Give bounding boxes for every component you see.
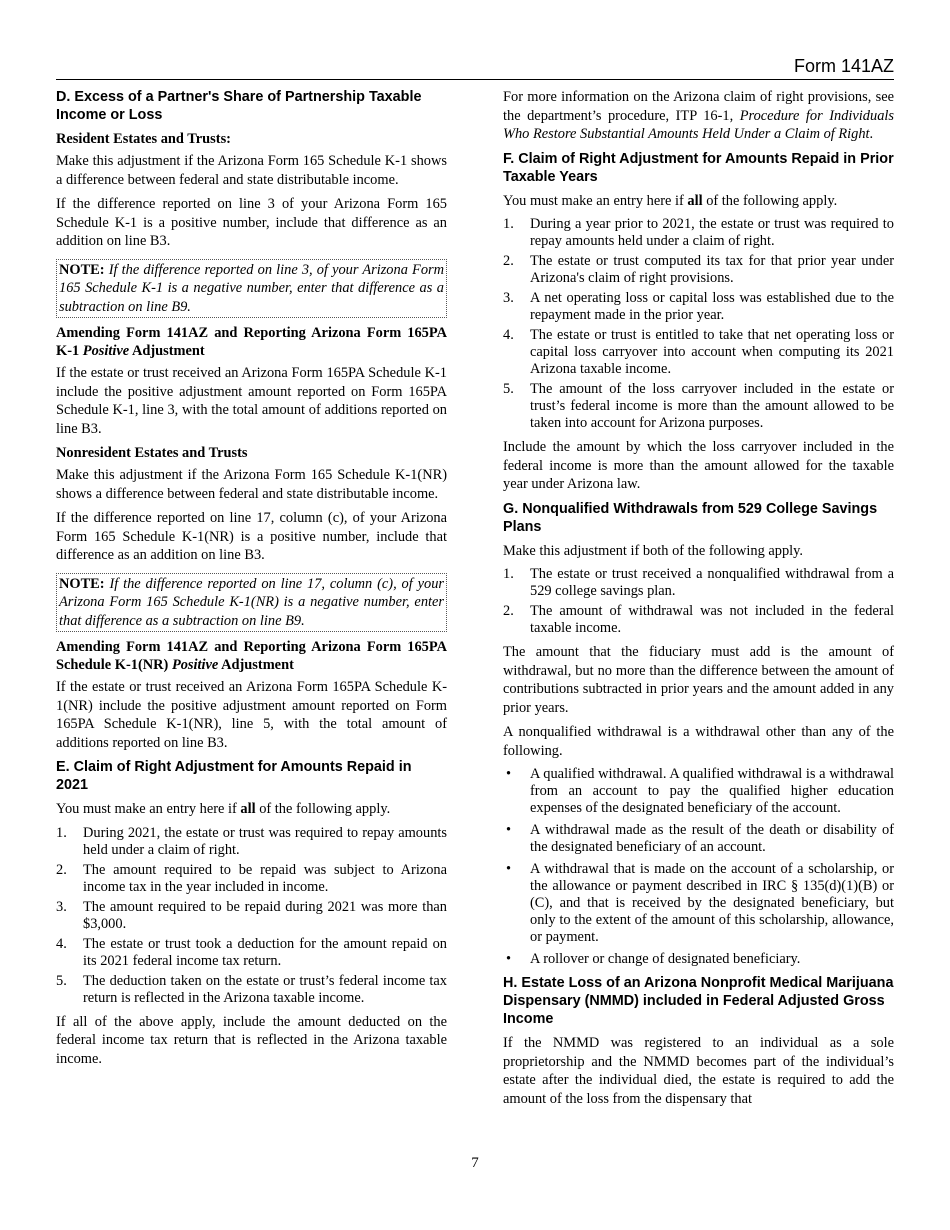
- section-e-heading: E. Claim of Right Adjustment for Amounts Repaid in 2021: [56, 759, 412, 793]
- section-e-intro: You must make an entry here if all of the following apply.: [56, 801, 391, 817]
- list-item: 1. During 2021, the estate or trust was required to repay amounts held under a claim of right.: [56, 824, 447, 858]
- section-g-intro: Make this adjustment if both of the following apply.: [503, 542, 804, 559]
- note-text: If the difference reported on line 17, column (c), of your Arizona Form 165 Schedule K-1(NR) is a negative number, enter that difference as a subtraction on line B9.: [59, 575, 444, 629]
- list-item: 2. The estate or trust computed its tax for that prior year under Arizona's claim of right provisions.: [503, 253, 894, 286]
- page-number: 7: [471, 1155, 479, 1171]
- section-h-paragraph: If the NMMD was registered to an individual as a sole proprietorship and the NMMD becomes part of the individual’s estate after the individual died, the estate is required to add the amount of the loss from the dispensary that: [503, 1035, 894, 1107]
- claim-of-right-info: For more information on the Arizona claim of right provisions, see the department’s procedure, ITP 16-1, Procedure for Individuals Who Restore Substantial Amounts Held Under a Claim of Right.: [503, 89, 894, 142]
- amending-heading-2: Amending Form 141AZ and Reporting Arizona Form 165PA Schedule K-1(NR) Positive Adjustment: [56, 639, 447, 673]
- note-label: NOTE:: [59, 575, 105, 592]
- list-item: 5. The deduction taken on the estate or trust’s federal income tax return is reflected in the Arizona taxable income.: [56, 972, 447, 1006]
- section-f-heading: F. Claim of Right Adjustment for Amounts Repaid in Prior Taxable Years: [503, 150, 894, 185]
- nonresident-heading: Nonresident Estates and Trusts: [56, 445, 248, 461]
- resident-paragraph-1: Make this adjustment if the Arizona Form 165 Schedule K-1 shows a difference between federal and state distributable income.: [56, 153, 447, 188]
- form-title: Form 141AZ: [793, 56, 894, 76]
- amending-paragraph-2: If the estate or trust received an Arizona Form 165PA Schedule K-1(NR) include the positive adjustment amount reported on Form 165PA Schedule K-1(NR), line 5, with the total amount of additions reported on line B3.: [56, 679, 447, 751]
- section-e-list: [56, 825, 447, 1007]
- list-item: 4. The estate or trust took a deduction for the amount repaid on its 2021 federal income tax return.: [56, 935, 447, 969]
- section-g-heading: G. Nonqualified Withdrawals from 529 College Savings Plans: [503, 500, 878, 535]
- bullet-icon: •: [506, 822, 512, 838]
- note-box-1: [56, 259, 447, 319]
- header-divider: [56, 79, 894, 80]
- list-item: 1. During a year prior to 2021, the estate or trust was required to repay amounts held under a claim of right.: [503, 216, 894, 249]
- bullet-icon: •: [506, 766, 512, 782]
- list-item: 1. The estate or trust received a nonqualified withdrawal from a 529 college savings plan.: [503, 566, 894, 599]
- list-item: 3. The amount required to be repaid during 2021 was more than $3,000.: [56, 898, 447, 932]
- section-f-closing: Include the amount by which the loss carryover included in the federal income is more than the amount allowed for the taxable year under Arizona law.: [503, 439, 894, 492]
- nonresident-paragraph-1: Make this adjustment if the Arizona Form 165 Schedule K-1(NR) shows a difference between federal and state distributable income.: [56, 467, 447, 502]
- section-f-list: [503, 216, 894, 432]
- bullet-item: • A qualified withdrawal. A qualified withdrawal is a withdrawal from an account to pay the qualified higher education expenses of the designated beneficiary of the account.: [506, 766, 894, 816]
- section-g-bullets: [503, 766, 894, 968]
- bullet-icon: •: [506, 951, 512, 967]
- amending-paragraph-1: If the estate or trust received an Arizona Form 165PA Schedule K-1 include the positive adjustment amount reported on Form 165PA Schedule K-1, line 3, with the total amount of additions reported on line B3.: [56, 365, 447, 437]
- bullet-icon: •: [506, 861, 512, 877]
- section-f-intro: You must make an entry here if all of the following apply.: [503, 192, 838, 209]
- section-h-heading: H. Estate Loss of an Arizona Nonprofit Medical Marijuana Dispensary (NMMD) included in Federal Adjusted Gross Income: [503, 975, 894, 1027]
- resident-paragraph-2: If the difference reported on line 3 of your Arizona Form 165 Schedule K-1 is a positive number, include that difference as an addition on line B3.: [56, 196, 447, 249]
- resident-heading: Resident Estates and Trusts:: [56, 131, 231, 147]
- section-g-list: [503, 566, 894, 637]
- right-column: [503, 88, 894, 1114]
- amending-heading-1: Amending Form 141AZ and Reporting Arizona Form 165PA K-1 Positive Adjustment: [56, 325, 447, 359]
- nonresident-paragraph-2: If the difference reported on line 17, column (c), of your Arizona Form 165 Schedule K-1(NR) is a positive number, include that difference as an addition on line B3.: [56, 510, 447, 563]
- list-item: 3. A net operating loss or capital loss was established due to the repayment made in the prior year.: [503, 290, 894, 323]
- bullet-item: • A withdrawal made as the result of the death or disability of the designated beneficiary of an account.: [506, 822, 894, 855]
- note-box-2: [56, 573, 447, 633]
- section-g-paragraph-2: A nonqualified withdrawal is a withdrawal other than any of the following.: [503, 724, 894, 759]
- bullet-item: • A rollover or change of designated beneficiary.: [506, 951, 801, 967]
- list-item: 5. The amount of the loss carryover included in the estate or trust’s federal income is more than the amount allowed to be taken into account for Arizona purposes.: [503, 381, 894, 431]
- section-g-paragraph-1: The amount that the fiduciary must add is the amount of withdrawal, but no more than the difference between the amount of contributions subtracted in prior years and the amount added in any prior years.: [503, 644, 894, 716]
- list-item: 2. The amount required to be repaid was subject to Arizona income tax in the year included in income.: [56, 861, 447, 895]
- section-d-heading: D. Excess of a Partner's Share of Partnership Taxable Income or Loss: [56, 89, 422, 123]
- bullet-item: • A withdrawal that is made on the account of a scholarship, or the allowance or payment described in IRC § 135(d)(1)(B) or (C), and that is received by the designated beneficiary, but only to the extent of the amount of this scholarship, allowance, or payment.: [506, 861, 894, 945]
- note-label: NOTE:: [59, 261, 105, 278]
- list-item: 4. The estate or trust is entitled to take that net operating loss or capital loss carryover into account when computing its 2021 Arizona taxable income.: [503, 327, 894, 377]
- list-item: 2. The amount of withdrawal was not included in the federal taxable income.: [503, 603, 894, 636]
- note-text: If the difference reported on line 3, of your Arizona Form 165 Schedule K-1 is a negative number, enter that difference as a subtraction on line B9.: [59, 261, 445, 315]
- section-e-closing: If all of the above apply, include the amount deducted on the federal income tax return that is reflected in the Arizona taxable income.: [56, 1013, 447, 1067]
- left-column: [56, 88, 447, 1074]
